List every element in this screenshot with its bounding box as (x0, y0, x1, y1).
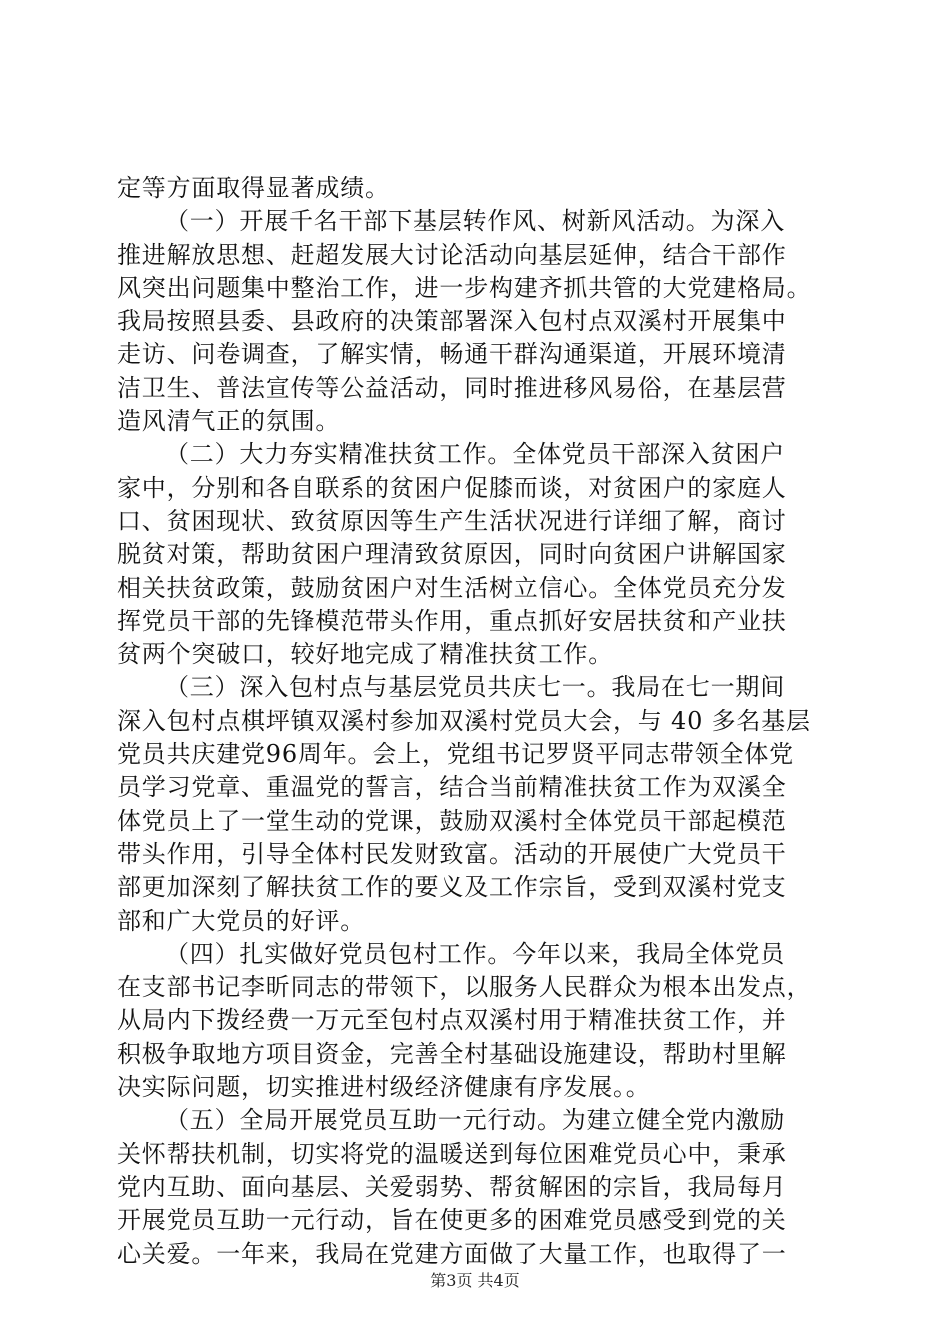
text-line: 党内互助、面向基层、关爱弱势、帮贫解困的宗旨，我局每月 (117, 1172, 787, 1201)
text-line: 体党员上了一堂生动的党课，鼓励双溪村全体党员干部起模范 (117, 806, 787, 835)
text-line: 定等方面取得显著成绩。 (117, 174, 390, 202)
text-line: 从局内下拨经费一万元至包村点双溪村用于精准扶贫工作，并 (117, 1006, 787, 1035)
text-line: 造风清气正的氛围。 (117, 407, 341, 436)
text-line: 带头作用，引导全体村民发财致富。活动的开展使广大党员干 (117, 839, 787, 868)
text-line: 部更加深刻了解扶贫工作的要义及工作宗旨，受到双溪村党支 (117, 873, 787, 902)
text-line: 口、贫困现状、致贫原因等生产生活状况进行详细了解，商讨 (117, 506, 787, 535)
text-line: 家中，分别和各自联系的贫困户促膝而谈，对贫困户的家庭人 (117, 473, 787, 502)
text-line: （三）深入包村点与基层党员共庆七一。我局在七一期间 (165, 673, 785, 702)
text-line: 心关爱。一年来，我局在党建方面做了大量工作，也取得了一 (117, 1239, 787, 1268)
text-line: 风突出问题集中整治工作，进一步构建齐抓共管的大党建格局。 (117, 273, 812, 302)
text-line: 挥党员干部的先锋模范带头作用，重点抓好安居扶贫和产业扶 (117, 606, 787, 635)
text-line: 党员共庆建党96周年。会上，党组书记罗贤平同志带领全体党 (117, 740, 794, 769)
text-line: 关怀帮扶机制，切实将党的温暖送到每位困难党员心中，秉承 (117, 1139, 787, 1168)
text-line: 推进解放思想、赶超发展大讨论活动向基层延伸，结合干部作 (117, 240, 787, 269)
text-line: （四）扎实做好党员包村工作。今年以来，我局全体党员 (165, 939, 785, 968)
text-line: 相关扶贫政策，鼓励贫困户对生活树立信心。全体党员充分发 (117, 573, 787, 602)
page-number: 第3页 共4页 (430, 1271, 520, 1290)
text-line: （二）大力夯实精准扶贫工作。全体党员干部深入贫困户 (165, 440, 785, 469)
text-line: 在支部书记李昕同志的带领下，以服务人民群众为根本出发点， (117, 973, 812, 1002)
text-line: （五）全局开展党员互助一元行动。为建立健全党内激励 (165, 1106, 785, 1135)
text-line: 洁卫生、普法宣传等公益活动，同时推进移风易俗，在基层营 (117, 373, 787, 402)
document-body (117, 172, 837, 1271)
text-line: 积极争取地方项目资金，完善全村基础设施建设，帮助村里解 (117, 1039, 787, 1068)
text-line: 脱贫对策，帮助贫困户理清致贫原因，同时向贫困户讲解国家 (117, 540, 787, 569)
text-line: 员学习党章、重温党的誓言，结合当前精准扶贫工作为双溪全 (117, 773, 787, 802)
text-line: 决实际问题，切实推进村级经济健康有序发展。。 (117, 1073, 651, 1102)
text-line: 走访、问卷调查，了解实情，畅通干群沟通渠道，开展环境清 (117, 340, 787, 369)
text-line: 我局按照县委、县政府的决策部署深入包村点双溪村开展集中 (117, 307, 787, 336)
text-line: 深入包村点棋坪镇双溪村参加双溪村党员大会，与 40 多名基层 (117, 706, 811, 735)
text-line: （一）开展千名干部下基层转作风、树新风活动。为深入 (165, 207, 785, 236)
text-line: 开展党员互助一元行动，旨在使更多的困难党员感受到党的关 (117, 1206, 787, 1235)
text-line: 部和广大党员的好评。 (117, 906, 365, 935)
text-line: 贫两个突破口，较好地完成了精准扶贫工作。 (117, 640, 613, 669)
